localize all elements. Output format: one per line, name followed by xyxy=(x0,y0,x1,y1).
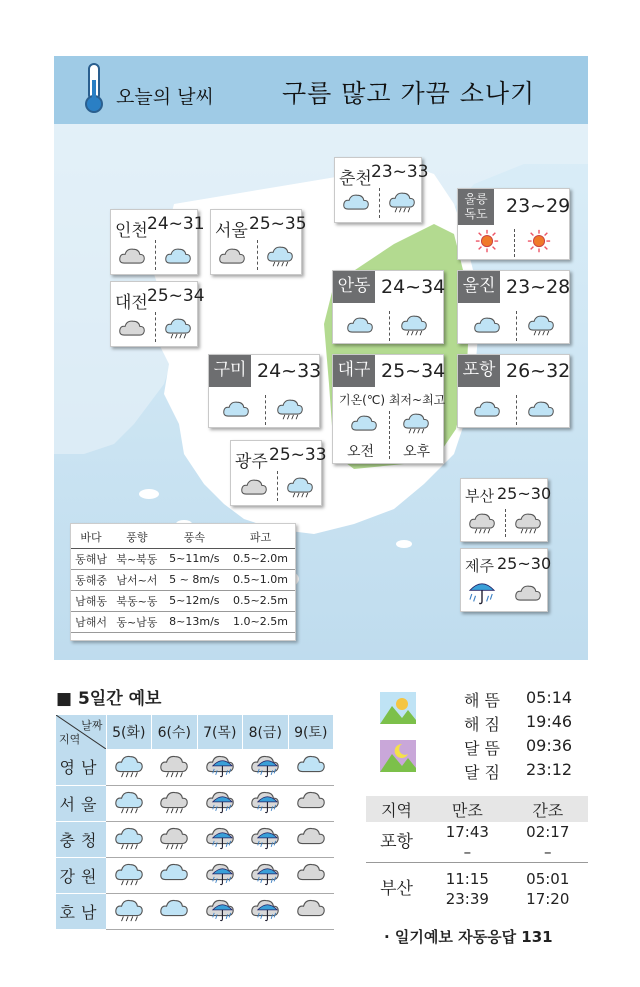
umbrella-rain-icon xyxy=(248,823,282,851)
forecast-region: 서울 xyxy=(56,785,106,821)
overcast-icon xyxy=(294,787,328,815)
overcast-icon xyxy=(511,581,545,607)
cloud-icon xyxy=(157,859,191,887)
forecast-cell xyxy=(197,749,243,785)
city-temp: 25~33 xyxy=(269,445,327,465)
city-name: 광주 xyxy=(235,452,268,472)
cloud-rain-icon xyxy=(161,314,195,340)
sea-cell: 8~13m/s xyxy=(163,611,226,632)
day-header: 9(토) xyxy=(288,715,334,749)
city-temp: 23~29 xyxy=(506,195,571,217)
city-card-daejeon xyxy=(110,281,205,347)
cloud-rain-icon xyxy=(397,311,431,337)
sunset-time: 19:46 xyxy=(526,712,573,731)
sea-cell: 0.5~2.0m xyxy=(226,548,295,569)
forecast-cell xyxy=(152,857,198,893)
table-row xyxy=(71,569,295,590)
city-card-busan xyxy=(460,478,552,542)
forecast-cell xyxy=(106,893,152,929)
forecast-cell xyxy=(197,821,243,857)
tide-time: 23:39 xyxy=(445,890,489,908)
city-temp: 26~32 xyxy=(506,360,571,382)
city-card-incheon xyxy=(110,209,205,275)
umbrella-rain-icon xyxy=(248,751,282,779)
forecast-cell xyxy=(197,857,243,893)
overcast-rain-icon xyxy=(157,751,191,779)
forecast-cell xyxy=(243,821,289,857)
city-temp: 25~30 xyxy=(497,484,552,503)
thermometer-icon xyxy=(80,62,108,114)
overcast-rain-icon xyxy=(465,509,499,535)
sea-cell: 북~북동 xyxy=(111,548,163,569)
city-name: 대전 xyxy=(115,293,148,313)
cloud-icon xyxy=(219,397,253,423)
sunrise-label: 해 뜸 xyxy=(464,691,500,710)
table-row xyxy=(56,749,334,785)
moonrise-time: 09:36 xyxy=(526,736,573,755)
city-temp: 25~34 xyxy=(381,360,446,382)
forecast-region: 충청 xyxy=(56,821,106,857)
cloud-icon xyxy=(294,751,328,779)
day-header: 5(화) xyxy=(106,715,152,749)
moon-mountain-icon xyxy=(380,740,416,772)
forecast-region: 호남 xyxy=(56,893,106,929)
day-header: 6(수) xyxy=(152,715,198,749)
city-name: 제주 xyxy=(465,557,494,575)
forecast-cell xyxy=(106,749,152,785)
tide-region: 포항 xyxy=(366,822,427,863)
city-temp: 25~30 xyxy=(497,554,552,573)
umbrella-rain-icon xyxy=(203,751,237,779)
table-row xyxy=(56,785,334,821)
cloud-rain-icon xyxy=(263,242,297,268)
overcast-icon xyxy=(294,895,328,923)
city-tag: 안동 xyxy=(333,271,375,303)
umbrella-rain-icon xyxy=(203,823,237,851)
overcast-icon xyxy=(115,244,149,270)
tide-time: 17:43 xyxy=(445,823,489,841)
cloud-rain-icon xyxy=(112,859,146,887)
moonset-time: 23:12 xyxy=(526,760,573,779)
sea-cell: 동~남동 xyxy=(111,611,163,632)
umbrella-rain-icon xyxy=(248,895,282,923)
sea-header: 바다 xyxy=(71,526,111,548)
city-card-daegu xyxy=(332,354,444,464)
cloud-icon xyxy=(343,313,377,339)
cloud-icon xyxy=(157,895,191,923)
cloud-icon xyxy=(347,411,381,437)
forecast-cell xyxy=(197,785,243,821)
city-tag: 구미 xyxy=(209,355,251,387)
city-name: 인천 xyxy=(115,221,148,241)
forecast-cell xyxy=(197,893,243,929)
table-row xyxy=(56,821,334,857)
sea-cell: 동해중 xyxy=(71,569,111,590)
city-card-gumi xyxy=(208,354,320,428)
cloud-rain-icon xyxy=(273,395,307,421)
city-card-seoul xyxy=(210,209,307,275)
sea-cell: 1.0~2.5m xyxy=(226,611,295,632)
sunset-label: 해 짐 xyxy=(464,715,500,734)
table-row xyxy=(71,548,295,569)
city-temp: 25~34 xyxy=(147,286,205,306)
overcast-rain-icon xyxy=(157,823,191,851)
forecast-cell xyxy=(243,857,289,893)
corner-date-label: 날짜 xyxy=(81,719,103,732)
cloud-rain-icon xyxy=(112,895,146,923)
sea-conditions-table xyxy=(70,523,296,641)
city-temp: 25~35 xyxy=(249,214,307,234)
tide-header: 지역 xyxy=(366,796,427,822)
table-row xyxy=(56,857,334,893)
tide-table xyxy=(366,796,588,909)
umbrella-rain-icon xyxy=(465,581,499,607)
city-name-line2: 독도 xyxy=(464,207,488,221)
city-name: 서울 xyxy=(215,221,248,241)
cloud-rain-icon xyxy=(385,188,419,214)
legend-text: 기온(℃) 최저~최고 xyxy=(339,393,446,407)
table-row xyxy=(366,863,588,910)
overcast-icon xyxy=(115,316,149,342)
city-temp: 23~33 xyxy=(371,162,429,182)
tide-header: 간조 xyxy=(508,796,588,822)
cloud-rain-icon xyxy=(112,751,146,779)
tide-time: 11:15 xyxy=(445,870,489,888)
sun-icon xyxy=(470,229,504,255)
forecast-cell xyxy=(288,821,334,857)
umbrella-rain-icon xyxy=(203,895,237,923)
weather-headline: 구름 많고 가끔 소나기 xyxy=(282,79,536,108)
city-name-line1: 울릉 xyxy=(464,192,488,206)
tide-time: 05:01 xyxy=(526,870,570,888)
cloud-icon xyxy=(161,244,195,270)
auto-response-number: · 일기예보 자동응답 131 xyxy=(384,928,553,946)
cloud-rain-icon xyxy=(112,823,146,851)
city-card-chuncheon xyxy=(334,157,429,223)
today-weather-label: 오늘의 날씨 xyxy=(116,86,214,108)
tide-low xyxy=(508,822,588,863)
sea-cell: 5~12m/s xyxy=(163,590,226,611)
overcast-icon xyxy=(294,823,328,851)
corner-region-label: 지역 xyxy=(59,733,81,746)
tide-header: 만조 xyxy=(427,796,507,822)
cloud-rain-icon xyxy=(283,473,317,499)
tide-time: – xyxy=(544,843,552,861)
table-row xyxy=(71,611,295,632)
city-card-ulleung xyxy=(457,188,570,260)
umbrella-rain-icon xyxy=(203,859,237,887)
tide-time: – xyxy=(463,843,472,861)
forecast-region: 영남 xyxy=(56,749,106,785)
city-temp: 24~31 xyxy=(147,214,205,234)
sea-cell: 남해서 xyxy=(71,611,111,632)
city-tag: 울진 xyxy=(458,271,500,303)
table-corner xyxy=(56,715,106,749)
city-temp: 24~33 xyxy=(257,360,322,382)
sea-cell: 0.5~2.5m xyxy=(226,590,295,611)
table-row xyxy=(56,893,334,929)
sea-cell: 남해동 xyxy=(71,590,111,611)
forecast-region: 강원 xyxy=(56,857,106,893)
cloud-rain-icon xyxy=(399,409,433,435)
forecast-cell xyxy=(243,749,289,785)
sun-moon-times xyxy=(380,688,590,780)
forecast-cell xyxy=(106,821,152,857)
sunrise-time: 05:14 xyxy=(526,688,573,707)
city-card-uljin xyxy=(457,270,570,344)
overcast-icon xyxy=(237,475,271,501)
city-tag: 포항 xyxy=(458,355,500,387)
city-card-andong xyxy=(332,270,444,344)
overcast-rain-icon xyxy=(157,787,191,815)
overcast-icon xyxy=(294,859,328,887)
tide-time: 17:20 xyxy=(526,890,570,908)
tide-low xyxy=(508,863,588,910)
tide-high xyxy=(427,822,507,863)
five-day-forecast-table xyxy=(56,715,334,930)
forecast-cell xyxy=(152,749,198,785)
moonrise-label: 달 뜸 xyxy=(464,739,500,758)
forecast-cell xyxy=(288,857,334,893)
umbrella-rain-icon xyxy=(248,859,282,887)
sea-cell: 남서~서 xyxy=(111,569,163,590)
forecast-cell xyxy=(243,785,289,821)
moonset-label: 달 짐 xyxy=(464,763,500,782)
cloud-icon xyxy=(470,313,504,339)
sea-cell: 동해남 xyxy=(71,548,111,569)
tide-high xyxy=(427,863,507,910)
cloud-icon xyxy=(470,397,504,423)
table-row xyxy=(71,590,295,611)
forecast-cell xyxy=(288,893,334,929)
day-header: 8(금) xyxy=(243,715,289,749)
sea-cell: 5~11m/s xyxy=(163,548,226,569)
city-name: 춘천 xyxy=(339,169,372,189)
forecast-section-title: ■ 5일간 예보 xyxy=(56,689,162,709)
city-card-jeju xyxy=(460,548,552,612)
sea-cell: 0.5~1.0m xyxy=(226,569,295,590)
sunrise-mountain-icon xyxy=(380,692,416,724)
forecast-cell xyxy=(152,821,198,857)
tide-time: 02:17 xyxy=(526,823,570,841)
overcast-icon xyxy=(215,244,249,270)
table-row xyxy=(366,822,588,863)
city-temp: 23~28 xyxy=(506,276,571,298)
sea-cell: 북동~동 xyxy=(111,590,163,611)
city-card-pohang xyxy=(457,354,570,428)
forecast-cell xyxy=(152,785,198,821)
forecast-cell xyxy=(243,893,289,929)
city-tag: 대구 xyxy=(333,355,375,387)
sea-header: 풍속 xyxy=(163,526,226,548)
forecast-cell xyxy=(288,749,334,785)
forecast-cell xyxy=(152,893,198,929)
city-temp: 24~34 xyxy=(381,276,446,298)
cloud-rain-icon xyxy=(524,311,558,337)
day-header: 7(목) xyxy=(197,715,243,749)
city-name: 부산 xyxy=(465,487,494,505)
sea-header: 파고 xyxy=(226,526,295,548)
tide-region: 부산 xyxy=(380,879,413,899)
forecast-cell xyxy=(106,857,152,893)
legend-pm: 오후 xyxy=(403,444,431,460)
forecast-cell xyxy=(106,785,152,821)
city-tag xyxy=(458,189,494,225)
cloud-rain-icon xyxy=(112,787,146,815)
forecast-cell xyxy=(288,785,334,821)
legend-am: 오전 xyxy=(347,444,375,460)
city-card-gwangju xyxy=(230,440,327,506)
sea-cell: 5 ~ 8m/s xyxy=(163,569,226,590)
overcast-rain-icon xyxy=(511,509,545,535)
umbrella-rain-icon xyxy=(203,787,237,815)
sea-header: 풍향 xyxy=(111,526,163,548)
sun-icon xyxy=(522,229,556,255)
umbrella-rain-icon xyxy=(248,787,282,815)
cloud-icon xyxy=(339,190,373,216)
cloud-icon xyxy=(524,397,558,423)
